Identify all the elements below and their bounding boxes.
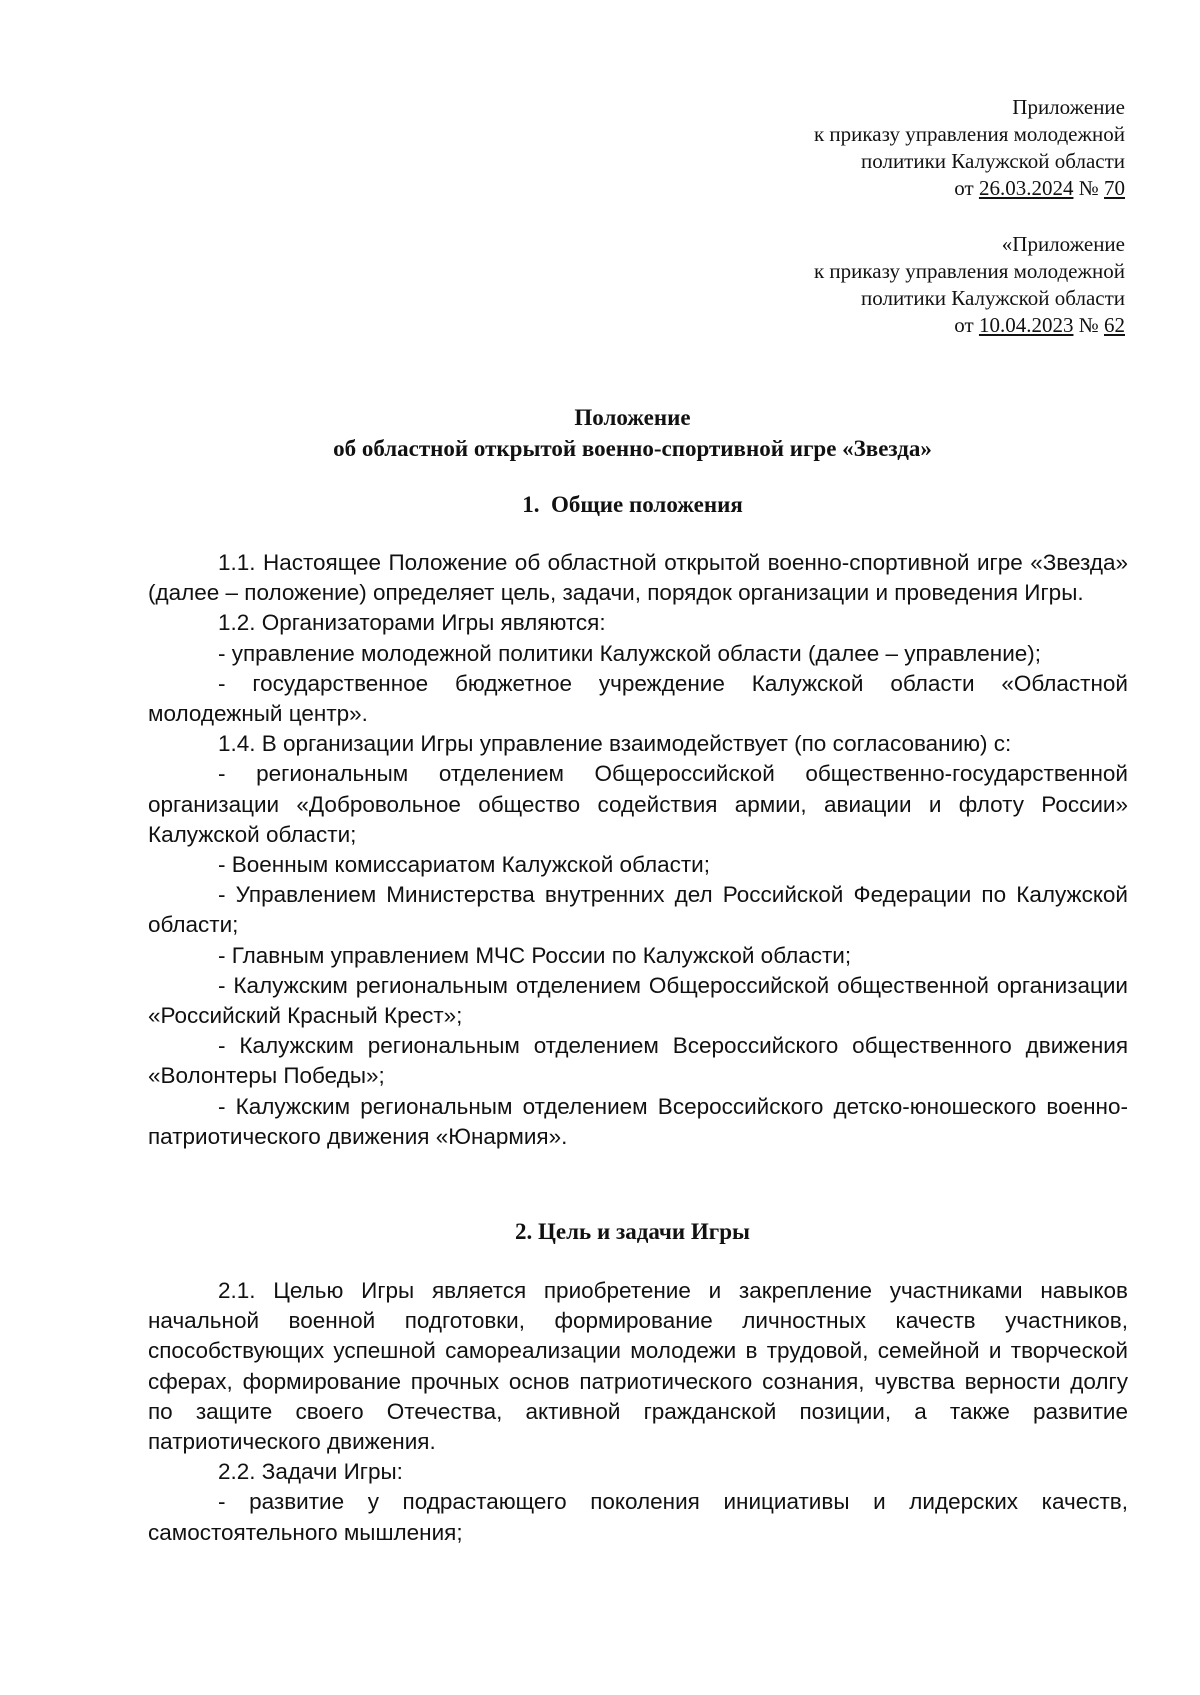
approval-date: 10.04.2023 (978, 313, 1074, 337)
approval-date-line (814, 312, 1125, 339)
paragraph: 1.1. Настоящее Положение об областной открытой военно-спортивной игре «Звезда» (далее – положение) определяет цель, задачи, порядок организации и проведения Игры. (148, 550, 1128, 606)
approval-number: 62 (1104, 313, 1125, 337)
approval-date-line (814, 175, 1125, 202)
paragraph: - Военным комиссариатом Калужской области; (218, 852, 710, 878)
paragraph: - Калужским региональным отделением Общероссийской общественной организации «Российский Красный Крест»; (148, 972, 1128, 1029)
paragraph: 2.2. Задачи Игры: (218, 1459, 403, 1485)
section-1-number: 1. (522, 492, 540, 517)
approval-line: политики Калужской области (861, 149, 1125, 173)
approval-line: к приказу управления молодежной (813, 259, 1125, 283)
document-subtitle-line: об областной открытой военно-спортивной игре «Звезда» (333, 436, 932, 461)
section-1-heading (140, 489, 1125, 520)
paragraph: - региональным отделением Общероссийской общественно-государственной организации «Добровольное общество содействия армии, авиации и флоту России» Калужской области; (148, 761, 1128, 847)
approval-line: Приложение (1012, 95, 1125, 119)
paragraph: - Калужским региональным отделением Всероссийского общественного движения «Волонтеры Победы»; (148, 1033, 1128, 1089)
approval-date: 26.03.2024 (978, 176, 1074, 200)
section-1-body (148, 548, 1128, 1152)
approval-date-prefix: от (954, 313, 974, 337)
approval-line: политики Калужской области (861, 286, 1125, 310)
approval-number: 70 (1104, 176, 1125, 200)
approval-line: к приказу управления молодежной (813, 122, 1125, 146)
section-2-heading: 2. Цель и задачи Игры (515, 1219, 750, 1244)
approval-block-current (814, 94, 1125, 202)
paragraph: - Главным управлением МЧС России по Калужской области; (218, 942, 852, 968)
paragraph: - Управлением Министерства внутренних дел Российской Федерации по Калужской области; (148, 882, 1128, 938)
paragraph: 2.1. Целью Игры является приобретение и закрепление участниками навыков начальной военной подготовки, формирование личностных качеств участников, способствующих успешной самореализации молодежи в трудовой, семейной и творческой сферах, формирование прочных основ патриотического сознания, чувства верности долгу по защите своего Отечества, активной гражданской позиции, а также развитие патриотического движения. (148, 1278, 1128, 1455)
approval-line: «Приложение (1001, 232, 1125, 256)
paragraph: - развитие у подрастающего поколения инициативы и лидерских качеств, самостоятельного мышления; (148, 1489, 1128, 1545)
approval-number-sign: № (1078, 176, 1099, 200)
paragraph: - Калужским региональным отделением Всероссийского детско-юношеского военно-патриотического движения «Юнармия». (148, 1093, 1128, 1149)
approval-date-prefix: от (954, 176, 974, 200)
document-title-line: Положение (574, 405, 691, 430)
paragraph: 1.2. Организаторами Игры являются: (218, 610, 606, 636)
section-2-body (148, 1276, 1128, 1548)
document-title (140, 402, 1125, 464)
approval-number-sign: № (1078, 313, 1099, 337)
paragraph: - государственное бюджетное учреждение Калужской области «Областной молодежный центр». (148, 670, 1128, 727)
paragraph: - управление молодежной политики Калужской области (далее – управление); (218, 640, 1042, 666)
approval-block-previous (814, 231, 1125, 339)
paragraph: 1.4. В организации Игры управление взаимодействует (по согласованию) с: (218, 731, 1012, 757)
section-1-title: Общие положения (550, 492, 743, 517)
